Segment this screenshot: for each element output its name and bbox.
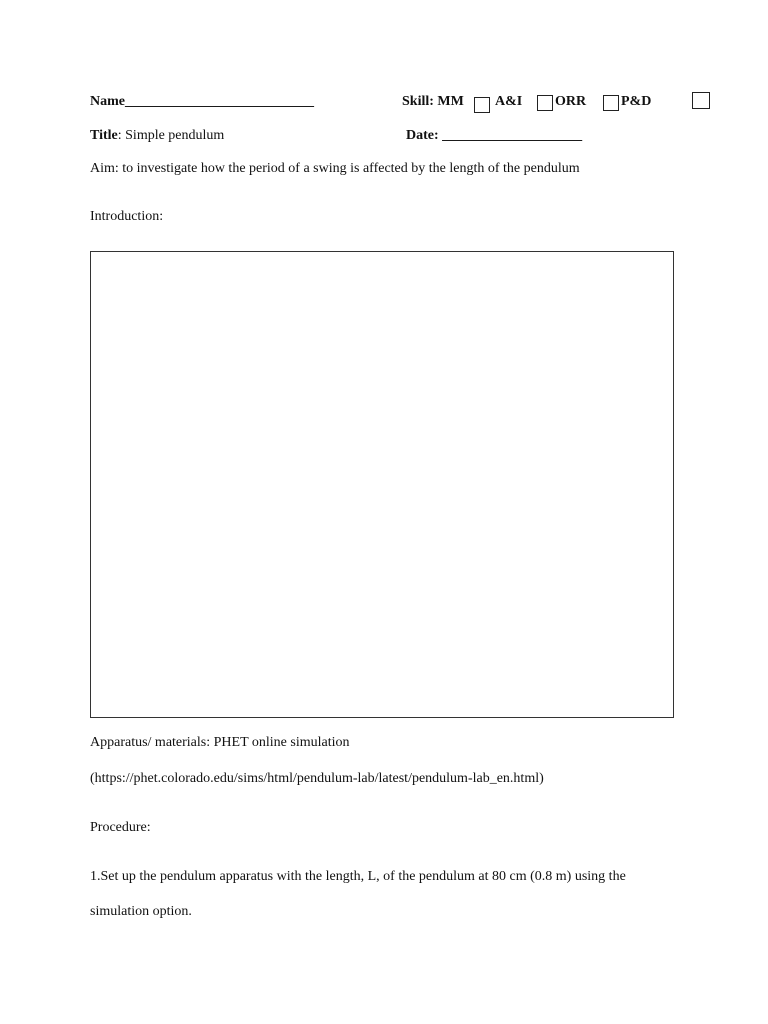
skill-ai-checkbox[interactable]: [537, 95, 553, 111]
introduction-box[interactable]: [90, 251, 674, 718]
skill-orr-checkbox[interactable]: [603, 95, 619, 111]
name-label: Name: [90, 94, 125, 109]
procedure-step-1-line-1: 1.Set up the pendulum apparatus with the length, L, of the pendulum at 80 cm (0.8 m) using the: [90, 869, 626, 884]
skill-option-orr: ORR: [555, 94, 587, 109]
skill-option-pd: P&D: [621, 94, 652, 109]
skill-pd-checkbox[interactable]: [692, 92, 710, 109]
apparatus-text: Apparatus/ materials: PHET online simulation: [90, 735, 350, 750]
skill-mm-checkbox[interactable]: [474, 97, 490, 113]
title-label: Title: [90, 128, 118, 143]
name-blank: ___________________________: [125, 94, 314, 109]
introduction-label: Introduction:: [90, 209, 164, 224]
date-label: Date:: [406, 128, 439, 143]
procedure-step-1-line-2: simulation option.: [90, 904, 192, 919]
apparatus-url: (https://phet.colorado.edu/sims/html/pendulum-lab/latest/pendulum-lab_en.html): [90, 771, 544, 786]
name-field: [90, 94, 314, 110]
title-value: : Simple pendulum: [117, 128, 225, 143]
procedure-label: Procedure:: [90, 820, 151, 835]
date-blank: ____________________: [442, 128, 583, 143]
skill-option-ai: A&I: [495, 94, 523, 109]
skill-label: Skill: MM: [402, 94, 464, 109]
title-line: [90, 128, 224, 144]
date-field: [406, 128, 582, 144]
aim-text: Aim: to investigate how the period of a swing is affected by the length of the pendulum: [90, 161, 580, 176]
